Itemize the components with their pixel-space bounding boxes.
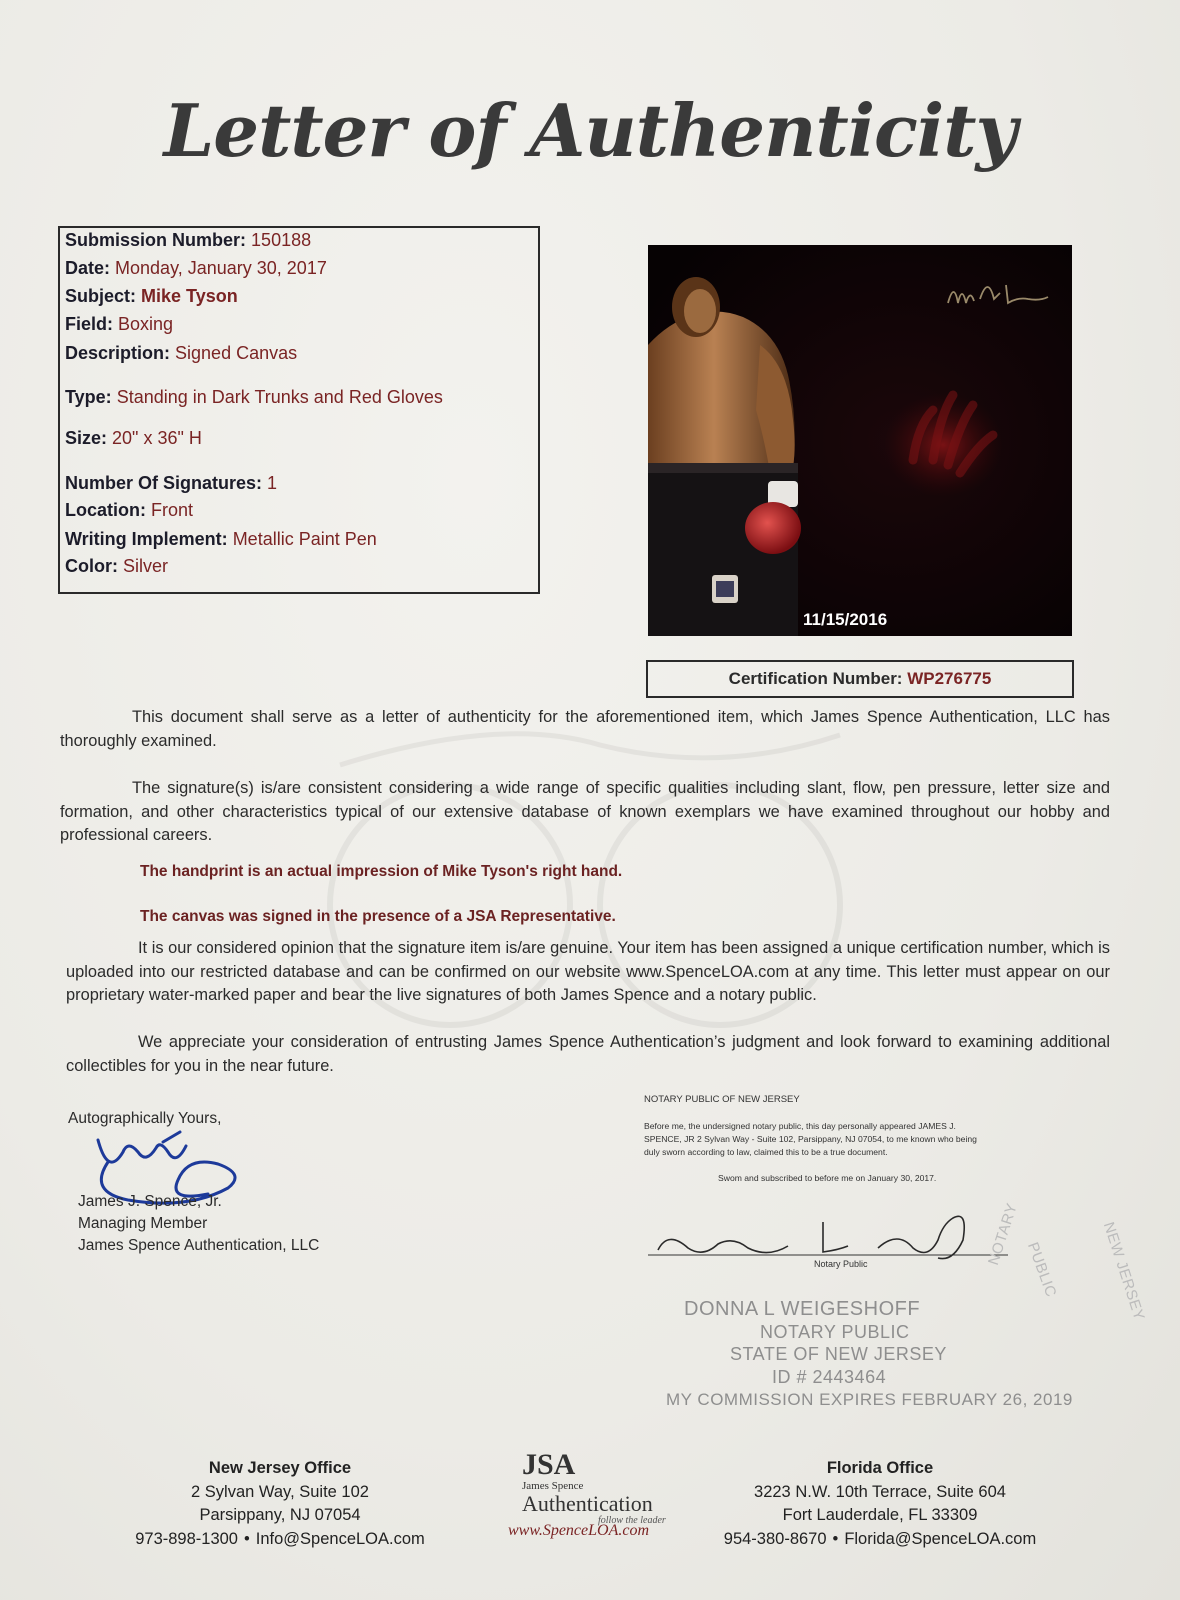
notary-stamp-state: STATE OF NEW JERSEY (730, 1344, 947, 1364)
detail-row: Number Of Signatures: 1 (65, 473, 278, 493)
logo-tagline: follow the leader (598, 1515, 666, 1526)
note-signed-presence: The canvas was signed in the presence of a JSA Representative. (140, 908, 616, 925)
fl-office-title: Florida Office (826, 1459, 934, 1477)
fl-phone: 954-380-8670 (723, 1529, 827, 1548)
detail-row: Location: Front (65, 500, 194, 520)
paragraph-opinion: It is our considered opinion that the signature item is/are genuine. Your item has been assigned a unique certification number, which is uploaded into our restricted database and can be confirmed on our website www.SpenceLOA.com at any time. This letter must appear on our proprietary water-marked paper and bear the live signatures of both James Spence and a notary public. (66, 939, 1110, 1004)
item-details-box (58, 226, 540, 594)
nj-office-address-2: Parsippany, NJ 07054 (199, 1506, 361, 1524)
fl-email: Florida@SpenceLOA.com (844, 1529, 1037, 1548)
item-photo (648, 245, 1072, 636)
detail-row: Date: Monday, January 30, 2017 (65, 258, 327, 278)
nj-office-contact: 973-898-1300 • Info@SpenceLOA.com (135, 1529, 425, 1548)
logo-authentication: Authentication (522, 1491, 653, 1516)
notary-sig-caption: Notary Public (814, 1259, 868, 1269)
closing-salutation: Autographically Yours, (68, 1110, 222, 1127)
signer-name: James J. Spence, Jr. (78, 1193, 222, 1210)
detail-row: Description: Signed Canvas (65, 343, 298, 363)
seal-text-new-jersey: NEW JERSEY (1099, 1220, 1148, 1323)
detail-row: Type: Standing in Dark Trunks and Red Gloves (65, 387, 443, 407)
nj-phone: 973-898-1300 (135, 1529, 238, 1548)
notary-sworn-line: Swom and subscribed to before me on January 30, 2017. (718, 1173, 937, 1183)
fl-office-address-1: 3223 N.W. 10th Terrace, Suite 604 (754, 1482, 1006, 1501)
detail-row: Color: Silver (65, 556, 169, 576)
nj-email: Info@SpenceLOA.com (255, 1529, 425, 1548)
nj-office-address-1: 2 Sylvan Way, Suite 102 (191, 1482, 369, 1501)
detail-row: Submission Number: 150188 (65, 230, 312, 250)
new-jersey-office (110, 1457, 450, 1551)
boxer-canvas-image (648, 245, 1072, 636)
florida-office (710, 1457, 1050, 1551)
note-handprint: The handprint is an actual impression of Mike Tyson's right hand. (140, 863, 623, 880)
fl-office-contact: 954-380-8670 • Florida@SpenceLOA.com (723, 1529, 1037, 1548)
fl-office-address-2: Fort Lauderdale, FL 33309 (782, 1506, 978, 1524)
detail-row: Field: Boxing (65, 314, 174, 334)
website-link[interactable]: www.SpenceLOA.com (508, 1522, 650, 1539)
photo-date-stamp: 11/15/2016 (803, 610, 888, 629)
signer-role: Managing Member (78, 1215, 208, 1232)
detail-row: Writing Implement: Metallic Paint Pen (65, 529, 377, 549)
logo-jsa: JSA (522, 1448, 576, 1481)
certification-label: Certification Number: (728, 669, 903, 688)
document-title: Letter of Authenticity (163, 88, 1017, 173)
notary-stamp-title: NOTARY PUBLIC (760, 1322, 910, 1342)
seal-text-notary: NOTARY (985, 1201, 1021, 1268)
signer-company: James Spence Authentication, LLC (78, 1237, 320, 1254)
paragraph-signature-consistency: The signature(s) is/are consistent considering a wide range of specific qualities including slant, flow, pen pressure, letter size and formation, and other characteristics typical of our extensive database of known exemplars we have examined throughout our hobby and professional careers. (60, 779, 1110, 844)
detail-row: Size: 20" x 36" H (65, 428, 202, 448)
logo-james-spence: James Spence (522, 1480, 584, 1492)
certification-number-box (646, 660, 1074, 698)
notary-stamp-id: ID # 2443464 (772, 1367, 887, 1387)
notary-text-line-3: duly sworn according to law, claimed this to be a true document. (644, 1147, 888, 1157)
paragraph-appreciation: We appreciate your consideration of entrusting James Spence Authentication’s judgment and look forward to examining additional collectibles for you in the near future. (66, 1033, 1110, 1075)
notary-heading: NOTARY PUBLIC OF NEW JERSEY (644, 1094, 800, 1105)
notary-stamp-expiration: MY COMMISSION EXPIRES FEBRUARY 26, 2019 (666, 1390, 1073, 1409)
detail-row: Subject: Mike Tyson (65, 286, 238, 306)
notary-text-line-2: SPENCE, JR 2 Sylvan Way - Suite 102, Parsippany, NJ 07054, to me known who being (644, 1134, 977, 1144)
nj-office-title: New Jersey Office (208, 1459, 352, 1477)
notary-stamp-name: DONNA L WEIGESHOFF (684, 1298, 921, 1320)
paragraph-examined: This document shall serve as a letter of authenticity for the aforementioned item, which James Spence Authentication, LLC has thoroughly examined. (60, 708, 1110, 750)
seal-text-public: PUBLIC (1024, 1240, 1060, 1300)
notary-text-line-1: Before me, the undersigned notary public, this day personally appeared JAMES J. (644, 1121, 956, 1131)
certification-value: WP276775 (907, 669, 992, 688)
